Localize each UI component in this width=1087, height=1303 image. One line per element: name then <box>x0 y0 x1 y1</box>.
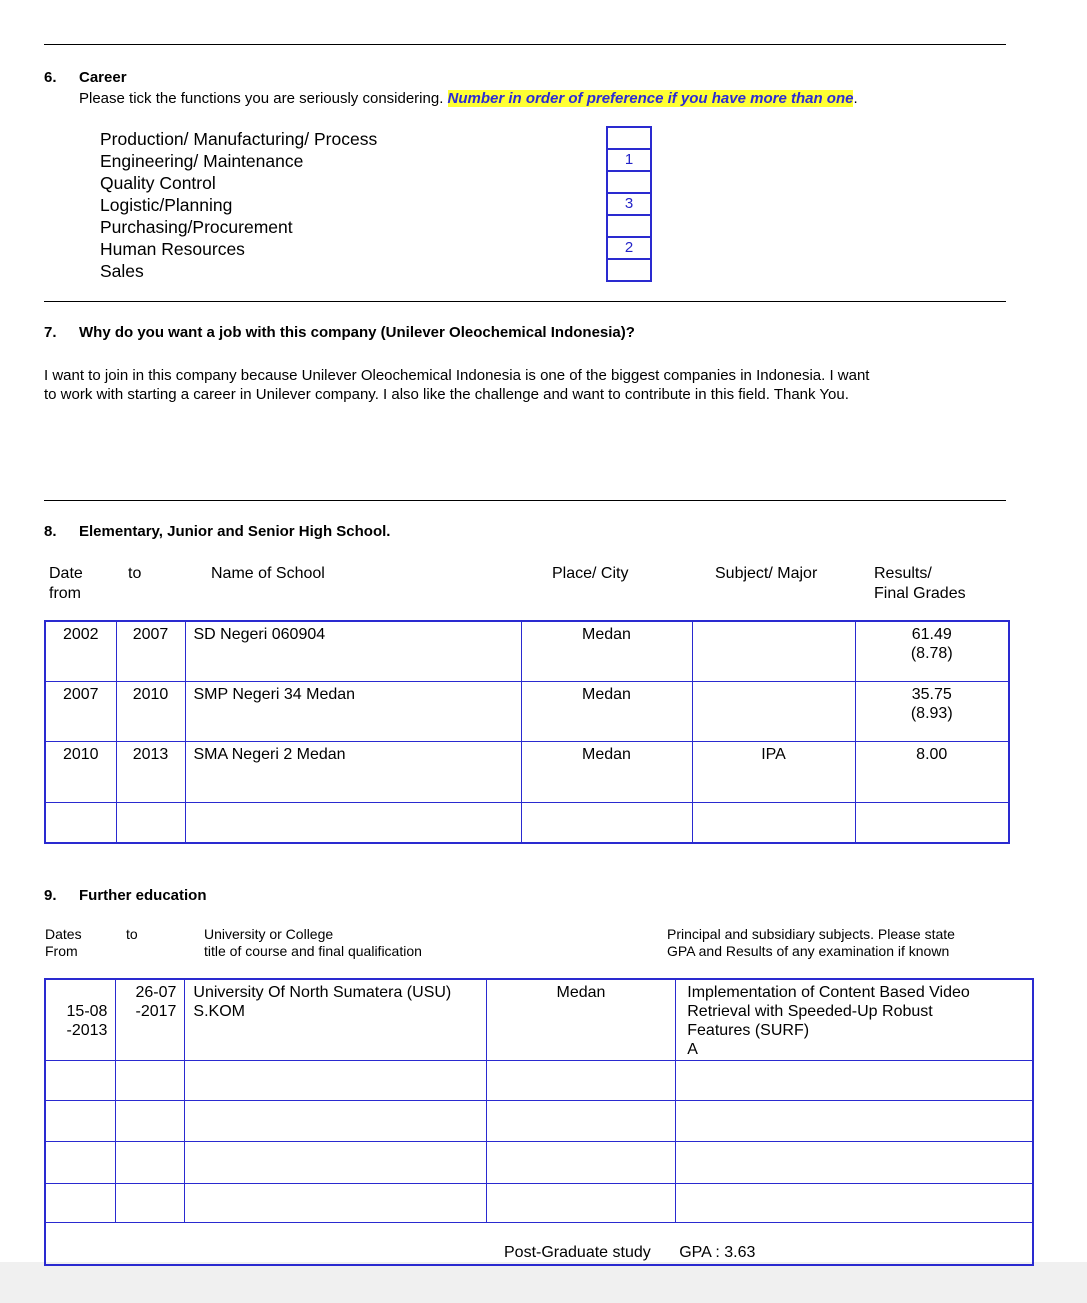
preference-box[interactable] <box>606 126 652 150</box>
cell-result: 8.00 <box>855 741 1009 802</box>
career-function-label: Sales <box>100 261 144 281</box>
career-function-list <box>100 128 377 282</box>
cell-to: 2010 <box>116 681 185 741</box>
table-footer-row <box>45 1222 1033 1265</box>
cell-from: 2002 <box>45 621 116 681</box>
preference-box[interactable] <box>606 170 652 194</box>
career-function-label: Human Resources <box>100 239 245 259</box>
cell-to: 26-07 -2017 <box>116 979 185 1060</box>
cell-place: Medan <box>486 979 676 1060</box>
divider <box>44 44 1006 45</box>
cell-to: 2013 <box>116 741 185 802</box>
divider <box>44 301 1006 302</box>
school-table <box>44 620 1010 844</box>
header-university: University or College title of course and final qualification <box>204 926 422 959</box>
table-row-empty <box>45 1100 1033 1141</box>
cell-subjects: Implementation of Content Based Video Retrieval with Speeded-Up Robust Features (SURF) A <box>676 979 1033 1060</box>
section-6-title: 6. Career <box>44 69 127 86</box>
career-instruction: Please tick the functions you are seriously considering. Number in order of preference if you have more than one. <box>79 90 858 107</box>
career-function-label: Logistic/Planning <box>100 195 233 215</box>
cell-from: 2007 <box>45 681 116 741</box>
cell-subject <box>692 621 855 681</box>
cell-from: 2010 <box>45 741 116 802</box>
header-place: Place/ City <box>552 565 629 582</box>
cell-subject <box>692 681 855 741</box>
cell-place: Medan <box>521 741 692 802</box>
table-row <box>45 979 1033 1060</box>
header-to: to <box>128 565 142 582</box>
header-to: to <box>126 926 138 942</box>
career-function-label: Engineering/ Maintenance <box>100 151 304 171</box>
table-row <box>45 741 1009 802</box>
header-subject: Subject/ Major <box>715 565 818 582</box>
page-bottom-shade <box>0 1262 1087 1303</box>
preference-box[interactable]: 3 <box>606 192 652 216</box>
preference-box[interactable]: 1 <box>606 148 652 172</box>
cell-subject: IPA <box>692 741 855 802</box>
header-school-name: Name of School <box>211 565 325 582</box>
section-7-title: 7. Why do you want a job with this company (Unilever Oleochemical Indonesia)? <box>44 324 635 341</box>
cell-school: SMA Negeri 2 Medan <box>185 741 521 802</box>
divider <box>44 500 1006 501</box>
preference-box[interactable] <box>606 214 652 238</box>
table-row-empty <box>45 802 1009 843</box>
cell-result: 35.75 (8.93) <box>855 681 1009 741</box>
preference-box[interactable]: 2 <box>606 236 652 260</box>
preference-box[interactable] <box>606 258 652 282</box>
cell-place: Medan <box>521 681 692 741</box>
cell-place: Medan <box>521 621 692 681</box>
table-row-empty <box>45 1060 1033 1100</box>
career-function-label: Quality Control <box>100 173 216 193</box>
table-row <box>45 621 1009 681</box>
further-education-table <box>44 978 1034 1266</box>
motivation-answer: I want to join in this company because Unilever Oleochemical Indonesia is one of the biggest companies in Indonesia. I want to work with starting a career in Unilever company. I also like the challenge and want to contribute in this field. Thank You. <box>44 367 870 403</box>
header-subjects: Principal and subsidiary subjects. Please state GPA and Results of any examination if known <box>667 926 955 959</box>
table-row-empty <box>45 1183 1033 1222</box>
table-row <box>45 681 1009 741</box>
header-dates-from: Dates From <box>45 926 82 959</box>
section-9-title: 9. Further education <box>44 887 207 904</box>
postgrad-label: Post-Graduate study <box>504 1244 651 1261</box>
cell-from: 15-08 -2013 <box>45 979 116 1060</box>
cell-school: SMP Negeri 34 Medan <box>185 681 521 741</box>
table-row-empty <box>45 1141 1033 1183</box>
career-function-label: Purchasing/Procurement <box>100 217 293 237</box>
gpa-value: GPA : 3.63 <box>679 1244 756 1261</box>
header-date-from: Date from <box>49 565 83 602</box>
cell-result: 61.49 (8.78) <box>855 621 1009 681</box>
section-8-title: 8. Elementary, Junior and Senior High School. <box>44 523 391 540</box>
cell-school: SD Negeri 060904 <box>185 621 521 681</box>
preference-note: Number in order of preference if you have more than one <box>447 90 854 107</box>
career-function-label: Production/ Manufacturing/ Process <box>100 129 378 149</box>
header-results: Results/ Final Grades <box>874 565 966 602</box>
cell-university: University Of North Sumatera (USU) S.KOM <box>185 979 486 1060</box>
cell-to: 2007 <box>116 621 185 681</box>
